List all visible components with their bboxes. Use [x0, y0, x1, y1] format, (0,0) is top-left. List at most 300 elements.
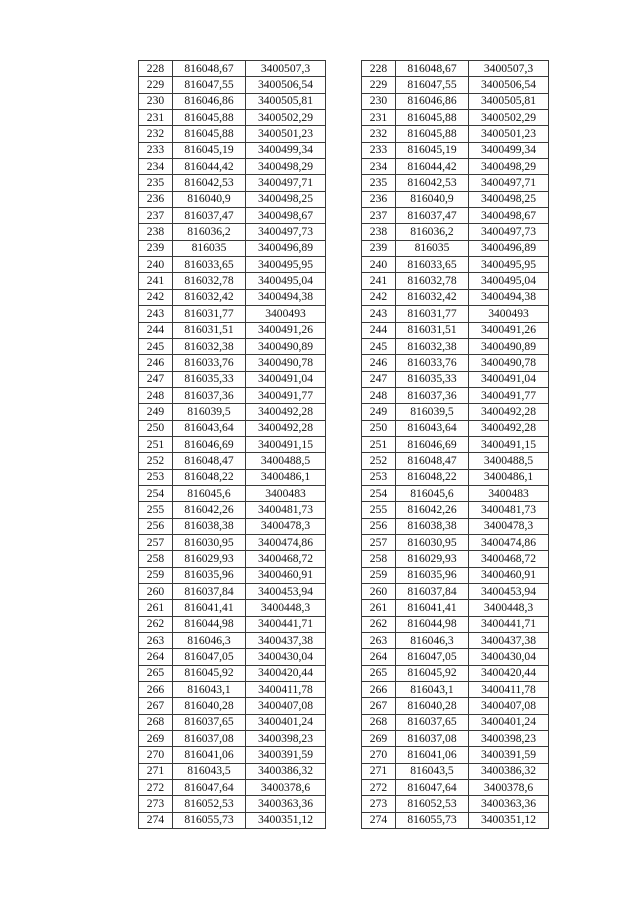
table-row	[362, 371, 549, 387]
y-coordinate-cell: 3400498,29	[469, 159, 549, 175]
table-row	[139, 240, 326, 256]
table-row	[362, 665, 549, 681]
x-coordinate-cell: 816045,88	[173, 126, 246, 142]
table-row	[139, 77, 326, 93]
table-row	[139, 110, 326, 126]
table-row	[139, 633, 326, 649]
point-number-cell: 253	[139, 469, 173, 485]
x-coordinate-cell: 816042,53	[396, 175, 469, 191]
point-number-cell: 243	[362, 306, 396, 322]
x-coordinate-cell: 816047,55	[173, 77, 246, 93]
y-coordinate-cell: 3400351,12	[246, 812, 326, 828]
point-number-cell: 235	[362, 175, 396, 191]
point-number-cell: 256	[362, 518, 396, 534]
table-row	[362, 747, 549, 763]
point-number-cell: 235	[139, 175, 173, 191]
x-coordinate-cell: 816046,69	[173, 436, 246, 452]
point-number-cell: 250	[139, 420, 173, 436]
x-coordinate-cell: 816052,53	[173, 796, 246, 812]
point-number-cell: 251	[139, 436, 173, 452]
table-row	[362, 404, 549, 420]
table-row	[139, 567, 326, 583]
x-coordinate-cell: 816030,95	[396, 534, 469, 550]
point-number-cell: 261	[362, 600, 396, 616]
y-coordinate-cell: 3400411,78	[246, 682, 326, 698]
table-row	[362, 534, 549, 550]
x-coordinate-cell: 816048,67	[173, 61, 246, 77]
point-number-cell: 270	[362, 747, 396, 763]
table-row	[139, 289, 326, 305]
point-number-cell: 261	[139, 600, 173, 616]
x-coordinate-cell: 816032,38	[173, 338, 246, 354]
y-coordinate-cell: 3400491,77	[469, 387, 549, 403]
x-coordinate-cell: 816044,42	[173, 159, 246, 175]
y-coordinate-cell: 3400486,1	[246, 469, 326, 485]
table-row	[139, 812, 326, 828]
point-number-cell: 265	[139, 665, 173, 681]
table-row	[139, 224, 326, 240]
point-number-cell: 257	[139, 534, 173, 550]
y-coordinate-cell: 3400486,1	[469, 469, 549, 485]
x-coordinate-cell: 816043,64	[173, 420, 246, 436]
point-number-cell: 255	[139, 502, 173, 518]
y-coordinate-cell: 3400474,86	[469, 534, 549, 550]
point-number-cell: 272	[139, 780, 173, 796]
point-number-cell: 242	[362, 289, 396, 305]
y-coordinate-cell: 3400490,89	[469, 338, 549, 354]
table-row	[139, 714, 326, 730]
point-number-cell: 229	[362, 77, 396, 93]
y-coordinate-cell: 3400430,04	[469, 649, 549, 665]
x-coordinate-cell: 816040,9	[173, 191, 246, 207]
point-number-cell: 251	[362, 436, 396, 452]
point-number-cell: 240	[139, 257, 173, 273]
point-number-cell: 263	[362, 633, 396, 649]
y-coordinate-cell: 3400460,91	[469, 567, 549, 583]
x-coordinate-cell: 816045,6	[173, 485, 246, 501]
point-number-cell: 249	[139, 404, 173, 420]
point-number-cell: 228	[139, 61, 173, 77]
x-coordinate-cell: 816036,2	[396, 224, 469, 240]
point-number-cell: 229	[139, 77, 173, 93]
y-coordinate-cell: 3400391,59	[246, 747, 326, 763]
point-number-cell: 266	[362, 682, 396, 698]
y-coordinate-cell: 3400468,72	[246, 551, 326, 567]
point-number-cell: 236	[362, 191, 396, 207]
point-number-cell: 274	[362, 812, 396, 828]
table-row	[139, 616, 326, 632]
x-coordinate-cell: 816047,05	[396, 649, 469, 665]
x-coordinate-cell: 816035	[396, 240, 469, 256]
table-row	[362, 518, 549, 534]
table-row	[139, 371, 326, 387]
y-coordinate-cell: 3400478,3	[469, 518, 549, 534]
y-coordinate-cell: 3400491,04	[246, 371, 326, 387]
table-row	[362, 567, 549, 583]
y-coordinate-cell: 3400501,23	[469, 126, 549, 142]
point-number-cell: 231	[139, 110, 173, 126]
point-number-cell: 230	[362, 93, 396, 109]
point-number-cell: 270	[139, 747, 173, 763]
x-coordinate-cell: 816055,73	[396, 812, 469, 828]
point-number-cell: 254	[139, 485, 173, 501]
x-coordinate-cell: 816033,65	[173, 257, 246, 273]
point-number-cell: 262	[362, 616, 396, 632]
table-row	[362, 502, 549, 518]
x-coordinate-cell: 816042,26	[173, 502, 246, 518]
point-number-cell: 247	[362, 371, 396, 387]
x-coordinate-cell: 816030,95	[173, 534, 246, 550]
x-coordinate-cell: 816037,36	[173, 387, 246, 403]
y-coordinate-cell: 3400497,73	[469, 224, 549, 240]
table-row	[362, 142, 549, 158]
table-row	[139, 306, 326, 322]
y-coordinate-cell: 3400441,71	[246, 616, 326, 632]
table-row	[362, 600, 549, 616]
x-coordinate-cell: 816045,92	[396, 665, 469, 681]
x-coordinate-cell: 816052,53	[396, 796, 469, 812]
point-number-cell: 262	[139, 616, 173, 632]
point-number-cell: 260	[139, 584, 173, 600]
point-number-cell: 272	[362, 780, 396, 796]
point-number-cell: 267	[362, 698, 396, 714]
y-coordinate-cell: 3400448,3	[246, 600, 326, 616]
y-coordinate-cell: 3400492,28	[469, 420, 549, 436]
y-coordinate-cell: 3400378,6	[469, 780, 549, 796]
y-coordinate-cell: 3400502,29	[246, 110, 326, 126]
point-number-cell: 273	[362, 796, 396, 812]
point-number-cell: 230	[139, 93, 173, 109]
y-coordinate-cell: 3400495,04	[246, 273, 326, 289]
point-number-cell: 246	[139, 355, 173, 371]
y-coordinate-cell: 3400490,78	[469, 355, 549, 371]
table-row	[139, 126, 326, 142]
x-coordinate-cell: 816036,2	[173, 224, 246, 240]
point-number-cell: 241	[139, 273, 173, 289]
point-number-cell: 243	[139, 306, 173, 322]
x-coordinate-cell: 816042,53	[173, 175, 246, 191]
table-row	[362, 551, 549, 567]
x-coordinate-cell: 816047,64	[173, 780, 246, 796]
x-coordinate-cell: 816044,98	[396, 616, 469, 632]
y-coordinate-cell: 3400497,73	[246, 224, 326, 240]
table-row	[139, 159, 326, 175]
y-coordinate-cell: 3400506,54	[469, 77, 549, 93]
y-coordinate-cell: 3400420,44	[469, 665, 549, 681]
x-coordinate-cell: 816047,55	[396, 77, 469, 93]
y-coordinate-cell: 3400391,59	[469, 747, 549, 763]
point-number-cell: 259	[139, 567, 173, 583]
table-row	[139, 649, 326, 665]
y-coordinate-cell: 3400437,38	[246, 633, 326, 649]
table-row	[139, 355, 326, 371]
table-row	[362, 698, 549, 714]
point-number-cell: 258	[362, 551, 396, 567]
x-coordinate-cell: 816037,47	[173, 208, 246, 224]
y-coordinate-cell: 3400507,3	[246, 61, 326, 77]
table-row	[362, 649, 549, 665]
y-coordinate-cell: 3400386,32	[246, 763, 326, 779]
x-coordinate-cell: 816044,98	[173, 616, 246, 632]
x-coordinate-cell: 816042,26	[396, 502, 469, 518]
y-coordinate-cell: 3400495,95	[246, 257, 326, 273]
x-coordinate-cell: 816032,42	[396, 289, 469, 305]
y-coordinate-cell: 3400491,15	[246, 436, 326, 452]
table-row	[362, 191, 549, 207]
x-coordinate-cell: 816040,9	[396, 191, 469, 207]
x-coordinate-cell: 816040,28	[173, 698, 246, 714]
x-coordinate-cell: 816045,92	[173, 665, 246, 681]
table-row	[139, 682, 326, 698]
x-coordinate-cell: 816041,06	[173, 747, 246, 763]
y-coordinate-cell: 3400494,38	[469, 289, 549, 305]
y-coordinate-cell: 3400468,72	[469, 551, 549, 567]
table-row	[362, 257, 549, 273]
y-coordinate-cell: 3400481,73	[469, 502, 549, 518]
x-coordinate-cell: 816045,19	[173, 142, 246, 158]
table-row	[362, 224, 549, 240]
table-row	[362, 714, 549, 730]
table-row	[139, 698, 326, 714]
table-row	[362, 796, 549, 812]
x-coordinate-cell: 816035,96	[396, 567, 469, 583]
x-coordinate-cell: 816033,76	[173, 355, 246, 371]
table-row	[139, 731, 326, 747]
point-number-cell: 249	[362, 404, 396, 420]
y-coordinate-cell: 3400460,91	[246, 567, 326, 583]
table-row	[362, 731, 549, 747]
x-coordinate-cell: 816032,38	[396, 338, 469, 354]
x-coordinate-cell: 816046,69	[396, 436, 469, 452]
table-row	[139, 404, 326, 420]
y-coordinate-cell: 3400498,29	[246, 159, 326, 175]
y-coordinate-cell: 3400495,95	[469, 257, 549, 273]
y-coordinate-cell: 3400398,23	[469, 731, 549, 747]
table-row	[362, 469, 549, 485]
table-row	[139, 551, 326, 567]
table-row	[139, 387, 326, 403]
y-coordinate-cell: 3400491,15	[469, 436, 549, 452]
x-coordinate-cell: 816038,38	[173, 518, 246, 534]
point-number-cell: 244	[139, 322, 173, 338]
table-row	[362, 763, 549, 779]
table-row	[139, 780, 326, 796]
y-coordinate-cell: 3400505,81	[469, 93, 549, 109]
point-number-cell: 257	[362, 534, 396, 550]
point-number-cell: 240	[362, 257, 396, 273]
x-coordinate-cell: 816037,65	[173, 714, 246, 730]
table-row	[139, 485, 326, 501]
x-coordinate-cell: 816037,36	[396, 387, 469, 403]
y-coordinate-cell: 3400501,23	[246, 126, 326, 142]
point-number-cell: 238	[139, 224, 173, 240]
x-coordinate-cell: 816033,76	[396, 355, 469, 371]
x-coordinate-cell: 816031,77	[396, 306, 469, 322]
x-coordinate-cell: 816032,78	[173, 273, 246, 289]
y-coordinate-cell: 3400491,77	[246, 387, 326, 403]
table-row	[139, 273, 326, 289]
x-coordinate-cell: 816031,77	[173, 306, 246, 322]
x-coordinate-cell: 816041,41	[396, 600, 469, 616]
point-number-cell: 237	[139, 208, 173, 224]
y-coordinate-cell: 3400498,67	[469, 208, 549, 224]
y-coordinate-cell: 3400363,36	[246, 796, 326, 812]
point-number-cell: 254	[362, 485, 396, 501]
table-row	[139, 61, 326, 77]
point-number-cell: 256	[139, 518, 173, 534]
table-row	[362, 780, 549, 796]
y-coordinate-cell: 3400496,89	[246, 240, 326, 256]
x-coordinate-cell: 816037,84	[173, 584, 246, 600]
y-coordinate-cell: 3400481,73	[246, 502, 326, 518]
y-coordinate-cell: 3400493	[469, 306, 549, 322]
table-row	[139, 175, 326, 191]
y-coordinate-cell: 3400411,78	[469, 682, 549, 698]
point-number-cell: 255	[362, 502, 396, 518]
point-number-cell: 250	[362, 420, 396, 436]
table-row	[139, 453, 326, 469]
table-row	[362, 77, 549, 93]
table-row	[362, 485, 549, 501]
y-coordinate-cell: 3400494,38	[246, 289, 326, 305]
y-coordinate-cell: 3400498,25	[246, 191, 326, 207]
table-row	[362, 633, 549, 649]
point-number-cell: 269	[362, 731, 396, 747]
y-coordinate-cell: 3400401,24	[246, 714, 326, 730]
table-row	[362, 355, 549, 371]
x-coordinate-cell: 816048,47	[173, 453, 246, 469]
table-row	[362, 812, 549, 828]
y-coordinate-cell: 3400483	[469, 485, 549, 501]
x-coordinate-cell: 816037,47	[396, 208, 469, 224]
table-row	[139, 600, 326, 616]
x-coordinate-cell: 816048,22	[173, 469, 246, 485]
x-coordinate-cell: 816045,6	[396, 485, 469, 501]
point-number-cell: 237	[362, 208, 396, 224]
point-number-cell: 252	[362, 453, 396, 469]
point-number-cell: 273	[139, 796, 173, 812]
point-number-cell: 239	[139, 240, 173, 256]
point-number-cell: 245	[139, 338, 173, 354]
point-number-cell: 258	[139, 551, 173, 567]
table-row	[362, 273, 549, 289]
x-coordinate-cell: 816035	[173, 240, 246, 256]
y-coordinate-cell: 3400407,08	[469, 698, 549, 714]
y-coordinate-cell: 3400401,24	[469, 714, 549, 730]
y-coordinate-cell: 3400441,71	[469, 616, 549, 632]
table-row	[362, 208, 549, 224]
y-coordinate-cell: 3400430,04	[246, 649, 326, 665]
y-coordinate-cell: 3400490,78	[246, 355, 326, 371]
table-row	[362, 322, 549, 338]
point-number-cell: 232	[139, 126, 173, 142]
y-coordinate-cell: 3400505,81	[246, 93, 326, 109]
y-coordinate-cell: 3400491,26	[246, 322, 326, 338]
y-coordinate-cell: 3400478,3	[246, 518, 326, 534]
point-number-cell: 268	[362, 714, 396, 730]
point-number-cell: 248	[362, 387, 396, 403]
point-number-cell: 247	[139, 371, 173, 387]
x-coordinate-cell: 816046,3	[396, 633, 469, 649]
y-coordinate-cell: 3400378,6	[246, 780, 326, 796]
table-row	[139, 502, 326, 518]
table-row	[139, 469, 326, 485]
point-number-cell: 233	[362, 142, 396, 158]
y-coordinate-cell: 3400448,3	[469, 600, 549, 616]
point-number-cell: 236	[139, 191, 173, 207]
y-coordinate-cell: 3400493	[246, 306, 326, 322]
point-number-cell: 268	[139, 714, 173, 730]
table-row	[139, 338, 326, 354]
table-row	[139, 747, 326, 763]
table-row	[139, 796, 326, 812]
point-number-cell: 267	[139, 698, 173, 714]
y-coordinate-cell: 3400491,04	[469, 371, 549, 387]
x-coordinate-cell: 816041,41	[173, 600, 246, 616]
table-row	[139, 584, 326, 600]
point-number-cell: 271	[139, 763, 173, 779]
table-row	[362, 387, 549, 403]
table-row	[362, 682, 549, 698]
y-coordinate-cell: 3400495,04	[469, 273, 549, 289]
x-coordinate-cell: 816035,33	[396, 371, 469, 387]
y-coordinate-cell: 3400498,67	[246, 208, 326, 224]
y-coordinate-cell: 3400488,5	[246, 453, 326, 469]
table-row	[362, 110, 549, 126]
point-number-cell: 239	[362, 240, 396, 256]
point-number-cell: 231	[362, 110, 396, 126]
point-number-cell: 266	[139, 682, 173, 698]
x-coordinate-cell: 816045,88	[396, 110, 469, 126]
table-row	[362, 126, 549, 142]
x-coordinate-cell: 816038,38	[396, 518, 469, 534]
x-coordinate-cell: 816031,51	[173, 322, 246, 338]
x-coordinate-cell: 816043,64	[396, 420, 469, 436]
x-coordinate-cell: 816043,1	[396, 682, 469, 698]
x-coordinate-cell: 816043,5	[396, 763, 469, 779]
point-number-cell: 253	[362, 469, 396, 485]
x-coordinate-cell: 816041,06	[396, 747, 469, 763]
y-coordinate-cell: 3400506,54	[246, 77, 326, 93]
point-number-cell: 238	[362, 224, 396, 240]
point-number-cell: 228	[362, 61, 396, 77]
y-coordinate-cell: 3400386,32	[469, 763, 549, 779]
point-number-cell: 234	[139, 159, 173, 175]
x-coordinate-cell: 816045,88	[173, 110, 246, 126]
y-coordinate-cell: 3400474,86	[246, 534, 326, 550]
y-coordinate-cell: 3400492,28	[246, 404, 326, 420]
x-coordinate-cell: 816039,5	[396, 404, 469, 420]
table-row	[139, 208, 326, 224]
y-coordinate-cell: 3400507,3	[469, 61, 549, 77]
table-row	[139, 257, 326, 273]
y-coordinate-cell: 3400490,89	[246, 338, 326, 354]
y-coordinate-cell: 3400398,23	[246, 731, 326, 747]
point-number-cell: 252	[139, 453, 173, 469]
y-coordinate-cell: 3400502,29	[469, 110, 549, 126]
x-coordinate-cell: 816047,05	[173, 649, 246, 665]
table-row	[139, 93, 326, 109]
point-number-cell: 242	[139, 289, 173, 305]
x-coordinate-cell: 816045,19	[396, 142, 469, 158]
x-coordinate-cell: 816037,65	[396, 714, 469, 730]
table-row	[362, 436, 549, 452]
x-coordinate-cell: 816037,08	[396, 731, 469, 747]
table-row	[362, 616, 549, 632]
y-coordinate-cell: 3400492,28	[469, 404, 549, 420]
x-coordinate-cell: 816055,73	[173, 812, 246, 828]
x-coordinate-cell: 816046,3	[173, 633, 246, 649]
